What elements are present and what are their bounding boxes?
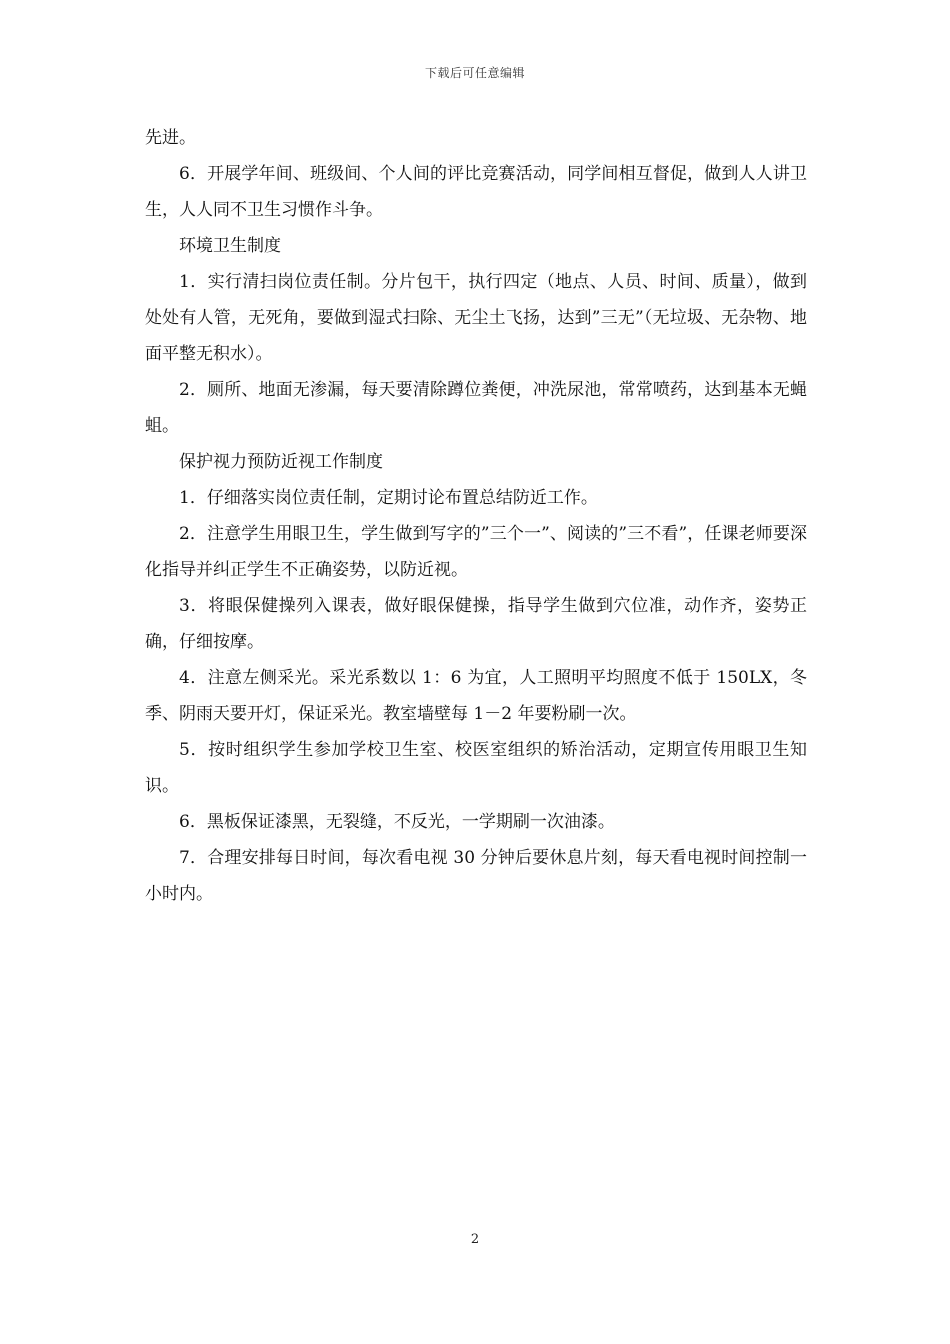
paragraph-item: 1．仔细落实岗位责任制，定期讨论布置总结防近工作。 bbox=[179, 488, 598, 508]
section-heading-environment-hygiene: 环境卫生制度 bbox=[179, 236, 281, 256]
section-heading-vision-protection: 保护视力预防近视工作制度 bbox=[179, 452, 383, 472]
paragraph-item: 2．厕所、地面无渗漏，每天要清除蹲位粪便，冲洗尿池，常常喷药，达到基本无蝇蛆。 bbox=[145, 380, 807, 436]
page-header-note: 下载后可任意编辑 bbox=[424, 66, 525, 80]
document-body bbox=[145, 120, 807, 912]
page-number: 2 bbox=[470, 1232, 480, 1247]
paragraph-item: 2．注意学生用眼卫生，学生做到写字的”三个一”、阅读的”三不看”，任课老师要深化指导并纠正学生不正确姿势，以防近视。 bbox=[145, 524, 807, 580]
paragraph-item: 4．注意左侧采光。采光系数以 1：6 为宜，人工照明平均照度不低于 150LX，冬季、阴雨天要开灯，保证采光。教室墙壁每 1－2 年要粉刷一次。 bbox=[145, 668, 807, 724]
paragraph-item: 6．开展学年间、班级间、个人间的评比竞赛活动，同学间相互督促，做到人人讲卫生，人人同不卫生习惯作斗争。 bbox=[145, 164, 807, 220]
paragraph-item: 7．合理安排每日时间，每次看电视 30 分钟后要休息片刻，每天看电视时间控制一小时内。 bbox=[145, 848, 807, 904]
paragraph-item: 3．将眼保健操列入课表，做好眼保健操，指导学生做到穴位准，动作齐，姿势正确，仔细按摩。 bbox=[145, 596, 807, 652]
paragraph-item: 5．按时组织学生参加学校卫生室、校医室组织的矫治活动，定期宣传用眼卫生知识。 bbox=[145, 740, 807, 796]
paragraph-item: 1．实行清扫岗位责任制。分片包干，执行四定（地点、人员、时间、质量），做到处处有人管，无死角，要做到湿式扫除、无尘土飞扬，达到”三无”（无垃圾、无杂物、地面平整无积水）。 bbox=[145, 272, 807, 364]
paragraph-continuation: 先进。 bbox=[145, 128, 196, 148]
paragraph-item: 6．黑板保证漆黑，无裂缝，不反光，一学期刷一次油漆。 bbox=[179, 812, 615, 832]
